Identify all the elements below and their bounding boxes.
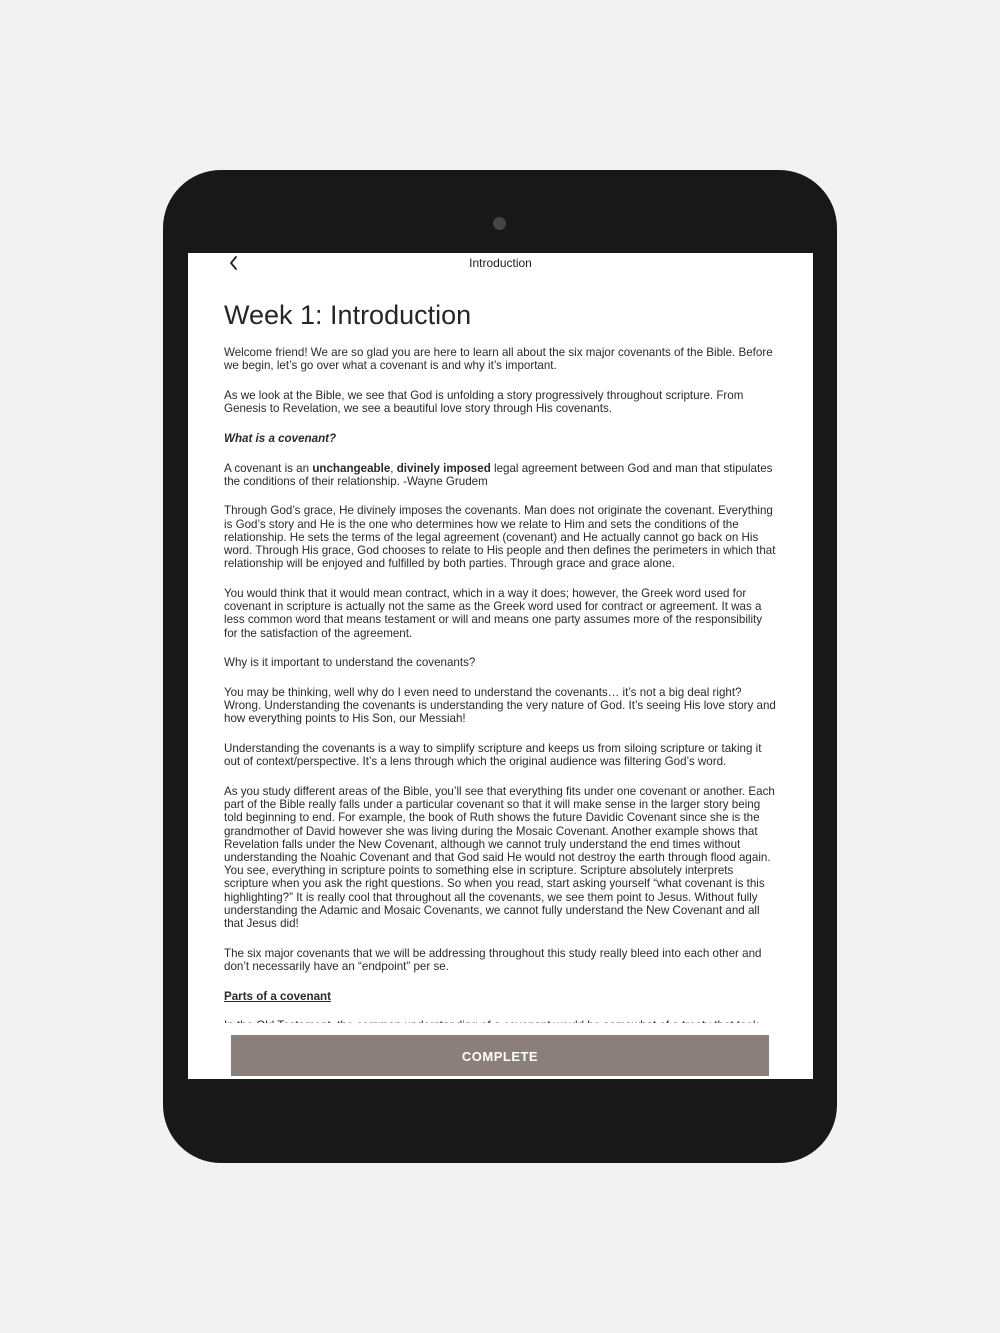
screen: [188, 253, 813, 1079]
nav-title: Introduction: [469, 256, 532, 270]
top-nav-bar: [188, 253, 813, 273]
paragraph-definition: A covenant is an unchangeable, divinely imposed legal agreement between God and man that stipulates the conditions of their relationship. -Wayne Grudem: [224, 461, 773, 488]
tablet-frame: [163, 170, 837, 1163]
lesson-content[interactable]: [224, 293, 777, 1023]
section-heading-parts: Parts of a covenant: [224, 989, 331, 1003]
page-title: Week 1: Introduction: [224, 300, 472, 330]
paragraph-contract: You would think that it would mean contract, which in a way it does; however, the Greek word used for covenant in scripture is actually not the same as the Greek word used for contract or agreement. It was a less common word that means testament or will and means one party assumes more of the responsibility for the satisfaction of the agreement.: [224, 586, 763, 640]
paragraph-welcome: Welcome friend! We are so glad you are here to learn all about the six major covenants of the Bible. Before we begin, let’s go over what a covenant is and why it’s important.: [224, 346, 773, 373]
camera-icon: [493, 217, 506, 230]
paragraph-why-question: Why is it important to understand the covenants?: [224, 656, 476, 670]
section-heading-what-is-covenant: What is a covenant?: [224, 431, 337, 445]
complete-button[interactable]: COMPLETE: [231, 1035, 769, 1076]
paragraph-story: As we look at the Bible, we see that God is unfolding a story progressively throughout scripture. From Genesis to Revelation, we see a beautiful love story through His covenants.: [224, 388, 744, 416]
paragraph-study-areas: As you study different areas of the Bible, you’ll see that everything fits under one covenant or another. Each part of the Bible really falls under a particular covenant so that it will make sense in the larger story being told beginning to end. For example, the book of Ruth shows the future Davidic Covenant since she is the grandmother of David however she was living during the Mosaic Covenant. Another example shows that Revelation falls under the New Covenant, although we cannot truly understand the end times without understanding the Noahic Covenant and that God said He would not destroy the earth through flood again. You see, everything in scripture points to something else in scripture. Scripture absolutely interprets scripture when you ask the right questions. So when you read, start asking yourself “what covenant is this highlighting?” It is really cool that throughout all the covenants, we see them point to Jesus. Without fully understanding the Adamic and Mosaic Covenants, we cannot fully understand the New Covenant and all that Jesus did!: [224, 784, 775, 930]
paragraph-simplify: Understanding the covenants is a way to simplify scripture and keeps us from siloing scripture or taking it out of context/perspective. It’s a lens through which the original audience was filtering God’s word.: [224, 742, 762, 769]
footer-bar: [188, 1023, 813, 1079]
paragraph-six-covenants: The six major covenants that we will be addressing throughout this study really bleed into each other and don’t necessarily have an “endpoint” per se.: [224, 946, 762, 973]
paragraph-thinking: You may be thinking, well why do I even need to understand the covenants… it’s not a big deal right? Wrong. Understanding the covenants is understanding the very nature of God. It’s seeing His love story and how everything points to His Son, our Messiah!: [224, 685, 776, 726]
paragraph-grace: Through God’s grace, He divinely imposes the covenants. Man does not originate the covenant. Everything is God’s story and He is the one who determines how we relate to Him and sets the conditions of the relationship. He sets the terms of the legal agreement (covenant) and He actually cannot go back on His word. Through His grace, God chooses to relate to His people and then defines the perimeters in which that relationship will be enjoyed and fulfilled by both parties. Through grace and grace alone.: [224, 504, 776, 571]
